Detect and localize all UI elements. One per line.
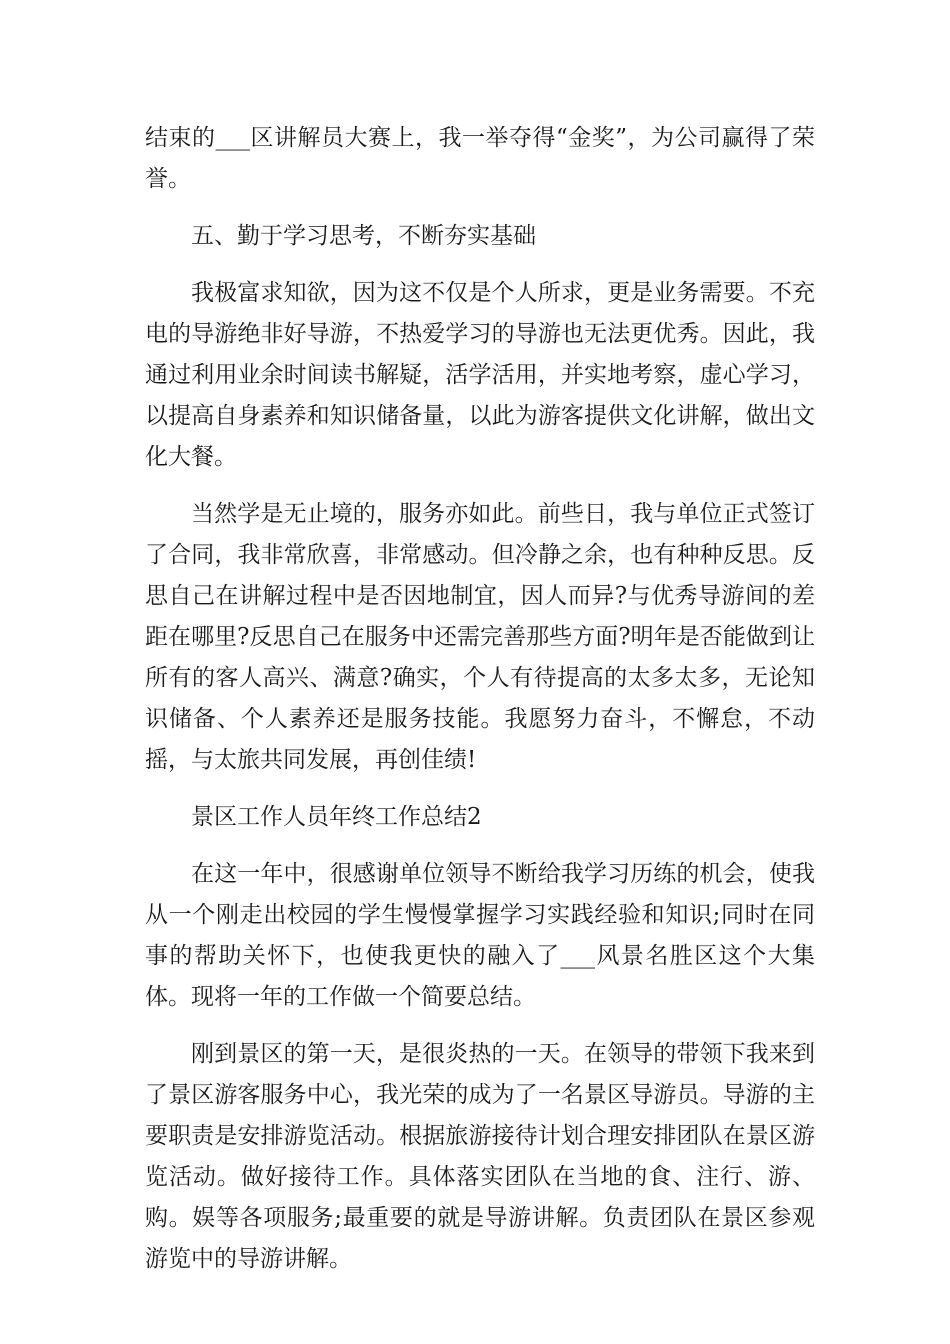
paragraph-2: 我极富求知欲，因为这不仅是个人所求，更是业务需要。不充电的导游绝非好导游，不热爱学习的导游也无法更优秀。因此，我通过利用业余时间读书解疑，活学活用，并实地考察，虚心学习，以提高自身素养和知识储备量，以此为游客提供文化讲解，做出文化大餐。 <box>145 280 815 470</box>
document-title-2: 景区工作人员年终工作总结2 <box>191 804 482 830</box>
document-page <box>145 118 815 1296</box>
paragraph-1: 结束的___区讲解员大赛上，我一举夺得“金奖”，为公司赢得了荣誉。 <box>145 125 815 192</box>
paragraph-4: 在这一年中，很感谢单位领导不断给我学习历练的机会，使我从一个刚走出校园的学生慢慢掌握学习实践经验和知识;同时在同事的帮助关怀下，也使我更快的融入了___风景名胜区这个大集体。现将一年的工作做一个简要总结。 <box>145 861 815 1010</box>
paragraph-3: 当然学是无止境的，服务亦如此。前些日，我与单位正式签订了合同，我非常欣喜，非常感动。但冷静之余，也有种种反思。反思自己在讲解过程中是否因地制宜，因人而异?与优秀导游间的差距在哪里?反思自己在服务中还需完善那些方面?明年是否能做到让所有的客人高兴、满意?确实，个人有待提高的太多太多，无论知识储备、个人素养还是服务技能。我愿努力奋斗，不懈怠，不动摇，与太旅共同发展，再创佳绩! <box>145 501 815 773</box>
section-heading-5: 五、勤于学习思考，不断夯实基础 <box>191 223 536 249</box>
paragraph-5: 刚到景区的第一天，是很炎热的一天。在领导的带领下我来到了景区游客服务中心，我光荣的成为了一名景区导游员。导游的主要职责是安排游览活动。根据旅游接待计划合理安排团队在景区游览活动。做好接待工作。具体落实团队在当地的食、注行、游、购。娱等各项服务;最重要的就是导游讲解。负责团队在景区参观游览中的导游讲解。 <box>145 1041 815 1272</box>
